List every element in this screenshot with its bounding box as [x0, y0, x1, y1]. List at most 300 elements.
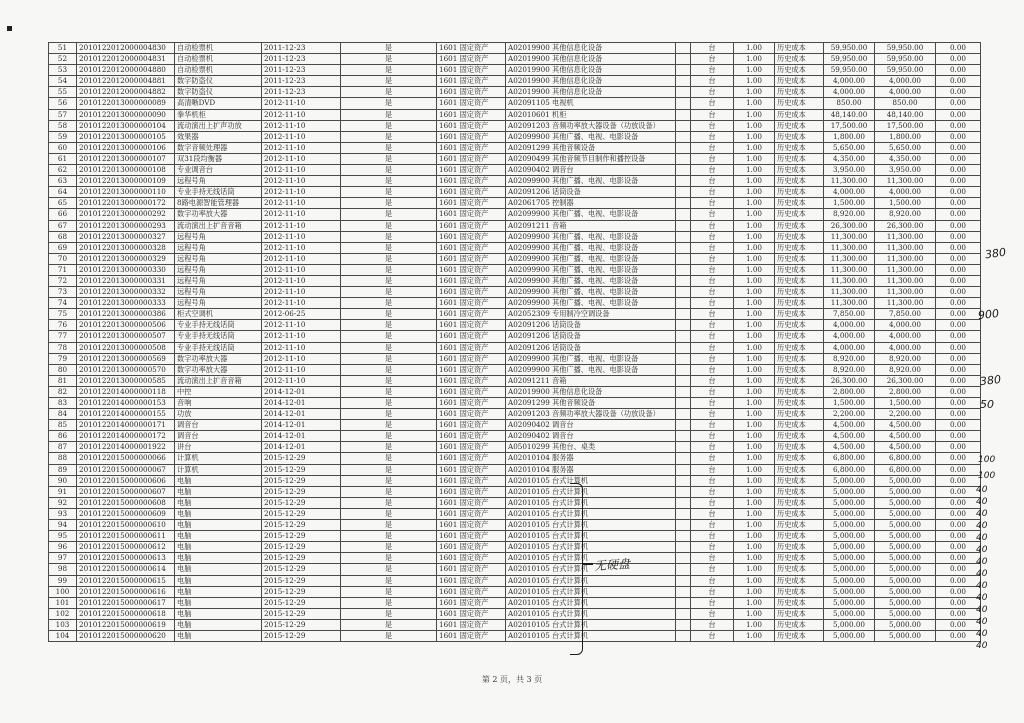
original-value-cell: 5,000.00	[824, 486, 875, 497]
account-category-cell: 1601 固定资产	[437, 630, 506, 641]
original-value-cell: 5,000.00	[824, 553, 875, 564]
blank-cell-cell	[676, 520, 691, 531]
book-value-cell: 4,000.00	[875, 342, 936, 353]
flag-cell: 是	[341, 65, 437, 76]
book-value-cell: 6,800.00	[875, 453, 936, 464]
depreciation-cell: 0.00	[936, 497, 981, 508]
flag-cell: 是	[341, 420, 437, 431]
asset-code-cell: 2010122015000000618	[77, 608, 175, 619]
depreciation-cell: 0.00	[936, 431, 981, 442]
table-row	[49, 564, 981, 575]
blank-cell-cell	[676, 564, 691, 575]
table-row	[49, 508, 981, 519]
acquire-date-cell: 2012-11-10	[262, 264, 341, 275]
asset-name-cell: 拳华机柜	[175, 109, 262, 120]
table-row	[49, 298, 981, 309]
acquire-date-cell: 2012-11-10	[262, 153, 341, 164]
asset-class-cell: A02010105 台式计算机	[506, 520, 676, 531]
valuation-basis-cell: 历史成本	[775, 153, 824, 164]
flag-cell: 是	[341, 275, 437, 286]
flag-cell: 是	[341, 386, 437, 397]
row-number-cell: 100	[49, 586, 77, 597]
blank-cell-cell	[676, 131, 691, 142]
acquire-date-cell: 2012-06-25	[262, 309, 341, 320]
depreciation-cell: 0.00	[936, 187, 981, 198]
flag-cell: 是	[341, 586, 437, 597]
blank-cell-cell	[676, 187, 691, 198]
account-category-cell: 1601 固定资产	[437, 531, 506, 542]
depreciation-cell: 0.00	[936, 165, 981, 176]
asset-code-cell: 2010122014000000171	[77, 420, 175, 431]
account-category-cell: 1601 固定资产	[437, 564, 506, 575]
asset-name-cell: 计算机	[175, 464, 262, 475]
valuation-basis-cell: 历史成本	[775, 198, 824, 209]
book-value-cell: 850.00	[875, 98, 936, 109]
asset-code-cell: 2010122013000000329	[77, 253, 175, 264]
quantity-cell: 1.00	[734, 630, 775, 641]
depreciation-cell: 0.00	[936, 109, 981, 120]
table-row	[49, 320, 981, 331]
row-number-cell: 104	[49, 630, 77, 641]
asset-name-cell: 专业手持无线话筒	[175, 331, 262, 342]
table-row	[49, 420, 981, 431]
flag-cell: 是	[341, 575, 437, 586]
account-category-cell: 1601 固定资产	[437, 442, 506, 453]
handwritten-note-40: 40	[976, 485, 988, 495]
original-value-cell: 11,300.00	[824, 298, 875, 309]
account-category-cell: 1601 固定资产	[437, 165, 506, 176]
table-row	[49, 475, 981, 486]
row-number-cell: 80	[49, 364, 77, 375]
quantity-cell: 1.00	[734, 187, 775, 198]
quantity-cell: 1.00	[734, 431, 775, 442]
valuation-basis-cell: 历史成本	[775, 520, 824, 531]
handwritten-note-40: 40	[976, 557, 988, 567]
table-row	[49, 198, 981, 209]
valuation-basis-cell: 历史成本	[775, 264, 824, 275]
handwritten-note-100-b: 100	[978, 471, 996, 481]
table-row	[49, 187, 981, 198]
table-row	[49, 309, 981, 320]
depreciation-cell: 0.00	[936, 298, 981, 309]
unit-cell: 台	[691, 364, 734, 375]
original-value-cell: 59,950.00	[824, 54, 875, 65]
asset-name-cell: 音响	[175, 398, 262, 409]
book-value-cell: 8,920.00	[875, 364, 936, 375]
acquire-date-cell: 2015-12-29	[262, 542, 341, 553]
blank-cell-cell	[676, 420, 691, 431]
blank-cell-cell	[676, 442, 691, 453]
row-number-cell: 79	[49, 353, 77, 364]
blank-cell-cell	[676, 331, 691, 342]
asset-name-cell: 效果器	[175, 131, 262, 142]
blank-cell-cell	[676, 353, 691, 364]
valuation-basis-cell: 历史成本	[775, 187, 824, 198]
acquire-date-cell: 2012-11-10	[262, 209, 341, 220]
asset-class-cell: A02099900 其他广播、电视、电影设备	[506, 298, 676, 309]
depreciation-cell: 0.00	[936, 608, 981, 619]
unit-cell: 台	[691, 76, 734, 87]
asset-code-cell: 2010122012000004830	[77, 43, 175, 54]
row-number-cell: 98	[49, 564, 77, 575]
asset-name-cell: 自动检票机	[175, 43, 262, 54]
original-value-cell: 4,000.00	[824, 320, 875, 331]
flag-cell: 是	[341, 198, 437, 209]
blank-cell-cell	[676, 65, 691, 76]
account-category-cell: 1601 固定资产	[437, 309, 506, 320]
book-value-cell: 26,300.00	[875, 375, 936, 386]
account-category-cell: 1601 固定资产	[437, 508, 506, 519]
quantity-cell: 1.00	[734, 342, 775, 353]
asset-name-cell: 双31段均衡器	[175, 153, 262, 164]
asset-class-cell: A02010105 台式计算机	[506, 542, 676, 553]
asset-code-cell: 2010122013000000569	[77, 353, 175, 364]
asset-code-cell: 2010122014000000172	[77, 431, 175, 442]
unit-cell: 台	[691, 475, 734, 486]
asset-code-cell: 2010122013000000292	[77, 209, 175, 220]
table-row	[49, 65, 981, 76]
quantity-cell: 1.00	[734, 176, 775, 187]
asset-code-cell: 2010122013000000332	[77, 287, 175, 298]
account-category-cell: 1601 固定资产	[437, 542, 506, 553]
table-row	[49, 464, 981, 475]
asset-name-cell: 电脑	[175, 564, 262, 575]
asset-code-cell: 2010122013000000507	[77, 331, 175, 342]
asset-name-cell: 远程号角	[175, 242, 262, 253]
asset-code-cell: 2010122015000000617	[77, 597, 175, 608]
table-row	[49, 331, 981, 342]
asset-class-cell: A02091211 音箱	[506, 375, 676, 386]
book-value-cell: 4,500.00	[875, 442, 936, 453]
asset-class-cell: A02010105 台式计算机	[506, 508, 676, 519]
asset-code-cell: 2010122015000000619	[77, 619, 175, 630]
book-value-cell: 26,300.00	[875, 220, 936, 231]
unit-cell: 台	[691, 120, 734, 131]
valuation-basis-cell: 历史成本	[775, 165, 824, 176]
row-number-cell: 65	[49, 198, 77, 209]
asset-code-cell: 2010122013000000585	[77, 375, 175, 386]
account-category-cell: 1601 固定资产	[437, 475, 506, 486]
book-value-cell: 5,000.00	[875, 564, 936, 575]
asset-name-cell: 电脑	[175, 486, 262, 497]
blank-cell-cell	[676, 98, 691, 109]
valuation-basis-cell: 历史成本	[775, 464, 824, 475]
acquire-date-cell: 2014-12-01	[262, 420, 341, 431]
original-value-cell: 4,000.00	[824, 331, 875, 342]
asset-name-cell: 柜式空调机	[175, 309, 262, 320]
valuation-basis-cell: 历史成本	[775, 564, 824, 575]
asset-code-cell: 2010122012000004881	[77, 76, 175, 87]
unit-cell: 台	[691, 575, 734, 586]
account-category-cell: 1601 固定资产	[437, 353, 506, 364]
book-value-cell: 11,300.00	[875, 275, 936, 286]
unit-cell: 台	[691, 198, 734, 209]
unit-cell: 台	[691, 597, 734, 608]
handwritten-note-40: 40	[976, 617, 988, 627]
asset-code-cell: 2010122015000000067	[77, 464, 175, 475]
asset-class-cell: A02099900 其他广播、电视、电影设备	[506, 242, 676, 253]
acquire-date-cell: 2015-12-29	[262, 497, 341, 508]
unit-cell: 台	[691, 630, 734, 641]
blank-cell-cell	[676, 87, 691, 98]
acquire-date-cell: 2011-12-23	[262, 87, 341, 98]
account-category-cell: 1601 固定资产	[437, 43, 506, 54]
unit-cell: 台	[691, 142, 734, 153]
unit-cell: 台	[691, 253, 734, 264]
asset-class-cell: A02052309 专用制冷空调设备	[506, 309, 676, 320]
table-row	[49, 409, 981, 420]
depreciation-cell: 0.00	[936, 442, 981, 453]
book-value-cell: 4,000.00	[875, 76, 936, 87]
unit-cell: 台	[691, 342, 734, 353]
asset-class-cell: A02099900 其他广播、电视、电影设备	[506, 131, 676, 142]
original-value-cell: 3,950.00	[824, 165, 875, 176]
depreciation-cell: 0.00	[936, 420, 981, 431]
valuation-basis-cell: 历史成本	[775, 619, 824, 630]
valuation-basis-cell: 历史成本	[775, 386, 824, 397]
quantity-cell: 1.00	[734, 54, 775, 65]
book-value-cell: 5,000.00	[875, 531, 936, 542]
asset-code-cell: 2010122014000000118	[77, 386, 175, 397]
account-category-cell: 1601 固定资产	[437, 275, 506, 286]
blank-cell-cell	[676, 586, 691, 597]
acquire-date-cell: 2014-12-01	[262, 386, 341, 397]
handwritten-brace	[570, 483, 583, 655]
asset-code-cell: 2010122013000000328	[77, 242, 175, 253]
valuation-basis-cell: 历史成本	[775, 231, 824, 242]
flag-cell: 是	[341, 619, 437, 630]
asset-class-cell: A02091206 话筒设备	[506, 187, 676, 198]
depreciation-cell: 0.00	[936, 309, 981, 320]
flag-cell: 是	[341, 442, 437, 453]
depreciation-cell: 0.00	[936, 342, 981, 353]
original-value-cell: 59,950.00	[824, 65, 875, 76]
depreciation-cell: 0.00	[936, 586, 981, 597]
unit-cell: 台	[691, 564, 734, 575]
flag-cell: 是	[341, 320, 437, 331]
account-category-cell: 1601 固定资产	[437, 409, 506, 420]
depreciation-cell: 0.00	[936, 331, 981, 342]
asset-code-cell: 2010122015000000066	[77, 453, 175, 464]
account-category-cell: 1601 固定资产	[437, 453, 506, 464]
valuation-basis-cell: 历史成本	[775, 253, 824, 264]
asset-class-cell: A02019900 其他信息化设备	[506, 386, 676, 397]
original-value-cell: 1,500.00	[824, 398, 875, 409]
acquire-date-cell: 2012-11-10	[262, 131, 341, 142]
asset-code-cell: 2010122013000000107	[77, 153, 175, 164]
row-number-cell: 95	[49, 531, 77, 542]
unit-cell: 台	[691, 409, 734, 420]
asset-name-cell: 电脑	[175, 542, 262, 553]
account-category-cell: 1601 固定资产	[437, 187, 506, 198]
asset-code-cell: 2010122015000000620	[77, 630, 175, 641]
asset-name-cell: 远程号角	[175, 176, 262, 187]
asset-code-cell: 2010122015000000609	[77, 508, 175, 519]
table-row	[49, 165, 981, 176]
handwritten-note-40: 40	[976, 569, 988, 579]
flag-cell: 是	[341, 298, 437, 309]
row-number-cell: 89	[49, 464, 77, 475]
asset-code-cell: 2010122013000000293	[77, 220, 175, 231]
asset-class-cell: A02019900 其他信息化设备	[506, 54, 676, 65]
account-category-cell: 1601 固定资产	[437, 142, 506, 153]
asset-class-cell: A02010105 台式计算机	[506, 608, 676, 619]
row-number-cell: 56	[49, 98, 77, 109]
valuation-basis-cell: 历史成本	[775, 109, 824, 120]
original-value-cell: 4,500.00	[824, 442, 875, 453]
asset-class-cell: A05010299 其他台、桌类	[506, 442, 676, 453]
depreciation-cell: 0.00	[936, 364, 981, 375]
acquire-date-cell: 2015-12-29	[262, 619, 341, 630]
asset-name-cell: 电脑	[175, 630, 262, 641]
asset-name-cell: 调音台	[175, 431, 262, 442]
valuation-basis-cell: 历史成本	[775, 131, 824, 142]
acquire-date-cell: 2012-11-10	[262, 231, 341, 242]
blank-cell-cell	[676, 120, 691, 131]
row-number-cell: 63	[49, 176, 77, 187]
asset-code-cell: 2010122015000000606	[77, 475, 175, 486]
original-value-cell: 5,000.00	[824, 630, 875, 641]
row-number-cell: 51	[49, 43, 77, 54]
row-number-cell: 83	[49, 398, 77, 409]
depreciation-cell: 0.00	[936, 54, 981, 65]
unit-cell: 台	[691, 231, 734, 242]
asset-name-cell: 数字功率放大器	[175, 209, 262, 220]
book-value-cell: 7,850.00	[875, 309, 936, 320]
account-category-cell: 1601 固定资产	[437, 242, 506, 253]
valuation-basis-cell: 历史成本	[775, 542, 824, 553]
account-category-cell: 1601 固定资产	[437, 209, 506, 220]
blank-cell-cell	[676, 398, 691, 409]
valuation-basis-cell: 历史成本	[775, 54, 824, 65]
blank-cell-cell	[676, 165, 691, 176]
blank-cell-cell	[676, 198, 691, 209]
flag-cell: 是	[341, 464, 437, 475]
quantity-cell: 1.00	[734, 520, 775, 531]
depreciation-cell: 0.00	[936, 475, 981, 486]
depreciation-cell: 0.00	[936, 553, 981, 564]
account-category-cell: 1601 固定资产	[437, 608, 506, 619]
quantity-cell: 1.00	[734, 442, 775, 453]
unit-cell: 台	[691, 98, 734, 109]
depreciation-cell: 0.00	[936, 142, 981, 153]
blank-cell-cell	[676, 220, 691, 231]
depreciation-cell: 0.00	[936, 153, 981, 164]
book-value-cell: 5,000.00	[875, 619, 936, 630]
blank-cell-cell	[676, 364, 691, 375]
asset-class-cell: A02010105 台式计算机	[506, 597, 676, 608]
asset-name-cell: 数字防盗仪	[175, 87, 262, 98]
asset-class-cell: A02010105 台式计算机	[506, 553, 676, 564]
acquire-date-cell: 2015-12-29	[262, 453, 341, 464]
table-row	[49, 608, 981, 619]
asset-class-cell: A02091299 其他音频设备	[506, 142, 676, 153]
valuation-basis-cell: 历史成本	[775, 120, 824, 131]
depreciation-cell: 0.00	[936, 520, 981, 531]
flag-cell: 是	[341, 187, 437, 198]
valuation-basis-cell: 历史成本	[775, 176, 824, 187]
unit-cell: 台	[691, 619, 734, 630]
flag-cell: 是	[341, 520, 437, 531]
flag-cell: 是	[341, 231, 437, 242]
asset-class-cell: A02090402 调音台	[506, 431, 676, 442]
row-number-cell: 72	[49, 275, 77, 286]
asset-name-cell: 电脑	[175, 508, 262, 519]
asset-code-cell: 2010122013000000109	[77, 176, 175, 187]
handwritten-note-40: 40	[976, 581, 988, 591]
flag-cell: 是	[341, 153, 437, 164]
acquire-date-cell: 2015-12-29	[262, 586, 341, 597]
valuation-basis-cell: 历史成本	[775, 608, 824, 619]
asset-name-cell: 高清晰DVD	[175, 98, 262, 109]
asset-name-cell: 功放	[175, 409, 262, 420]
unit-cell: 台	[691, 54, 734, 65]
valuation-basis-cell: 历史成本	[775, 630, 824, 641]
account-category-cell: 1601 固定资产	[437, 220, 506, 231]
original-value-cell: 5,000.00	[824, 619, 875, 630]
quantity-cell: 1.00	[734, 275, 775, 286]
table-row	[49, 486, 981, 497]
book-value-cell: 11,300.00	[875, 253, 936, 264]
acquire-date-cell: 2012-11-10	[262, 331, 341, 342]
flag-cell: 是	[341, 54, 437, 65]
depreciation-cell: 0.00	[936, 76, 981, 87]
account-category-cell: 1601 固定资产	[437, 575, 506, 586]
asset-class-cell: A02010104 服务器	[506, 453, 676, 464]
original-value-cell: 5,650.00	[824, 142, 875, 153]
book-value-cell: 5,000.00	[875, 630, 936, 641]
original-value-cell: 11,300.00	[824, 287, 875, 298]
table-row	[49, 98, 981, 109]
depreciation-cell: 0.00	[936, 120, 981, 131]
unit-cell: 台	[691, 386, 734, 397]
row-number-cell: 54	[49, 76, 77, 87]
valuation-basis-cell: 历史成本	[775, 353, 824, 364]
asset-code-cell: 2010122015000000607	[77, 486, 175, 497]
valuation-basis-cell: 历史成本	[775, 220, 824, 231]
asset-code-cell: 2010122015000000614	[77, 564, 175, 575]
valuation-basis-cell: 历史成本	[775, 586, 824, 597]
asset-code-cell: 2010122013000000108	[77, 165, 175, 176]
asset-class-cell: A02010105 台式计算机	[506, 619, 676, 630]
account-category-cell: 1601 固定资产	[437, 331, 506, 342]
valuation-basis-cell: 历史成本	[775, 76, 824, 87]
asset-name-cell: 电脑	[175, 475, 262, 486]
quantity-cell: 1.00	[734, 198, 775, 209]
asset-name-cell: 电脑	[175, 619, 262, 630]
valuation-basis-cell: 历史成本	[775, 275, 824, 286]
book-value-cell: 5,000.00	[875, 497, 936, 508]
account-category-cell: 1601 固定资产	[437, 65, 506, 76]
handwritten-note-40: 40	[976, 521, 988, 531]
flag-cell: 是	[341, 475, 437, 486]
acquire-date-cell: 2012-11-10	[262, 275, 341, 286]
row-number-cell: 66	[49, 209, 77, 220]
flag-cell: 是	[341, 309, 437, 320]
blank-cell-cell	[676, 553, 691, 564]
flag-cell: 是	[341, 109, 437, 120]
table-row	[49, 353, 981, 364]
flag-cell: 是	[341, 176, 437, 187]
blank-cell-cell	[676, 253, 691, 264]
book-value-cell: 5,000.00	[875, 508, 936, 519]
original-value-cell: 4,000.00	[824, 187, 875, 198]
account-category-cell: 1601 固定资产	[437, 464, 506, 475]
asset-class-cell: A02010601 机柜	[506, 109, 676, 120]
acquire-date-cell: 2012-11-10	[262, 220, 341, 231]
acquire-date-cell: 2015-12-29	[262, 597, 341, 608]
depreciation-cell: 0.00	[936, 231, 981, 242]
